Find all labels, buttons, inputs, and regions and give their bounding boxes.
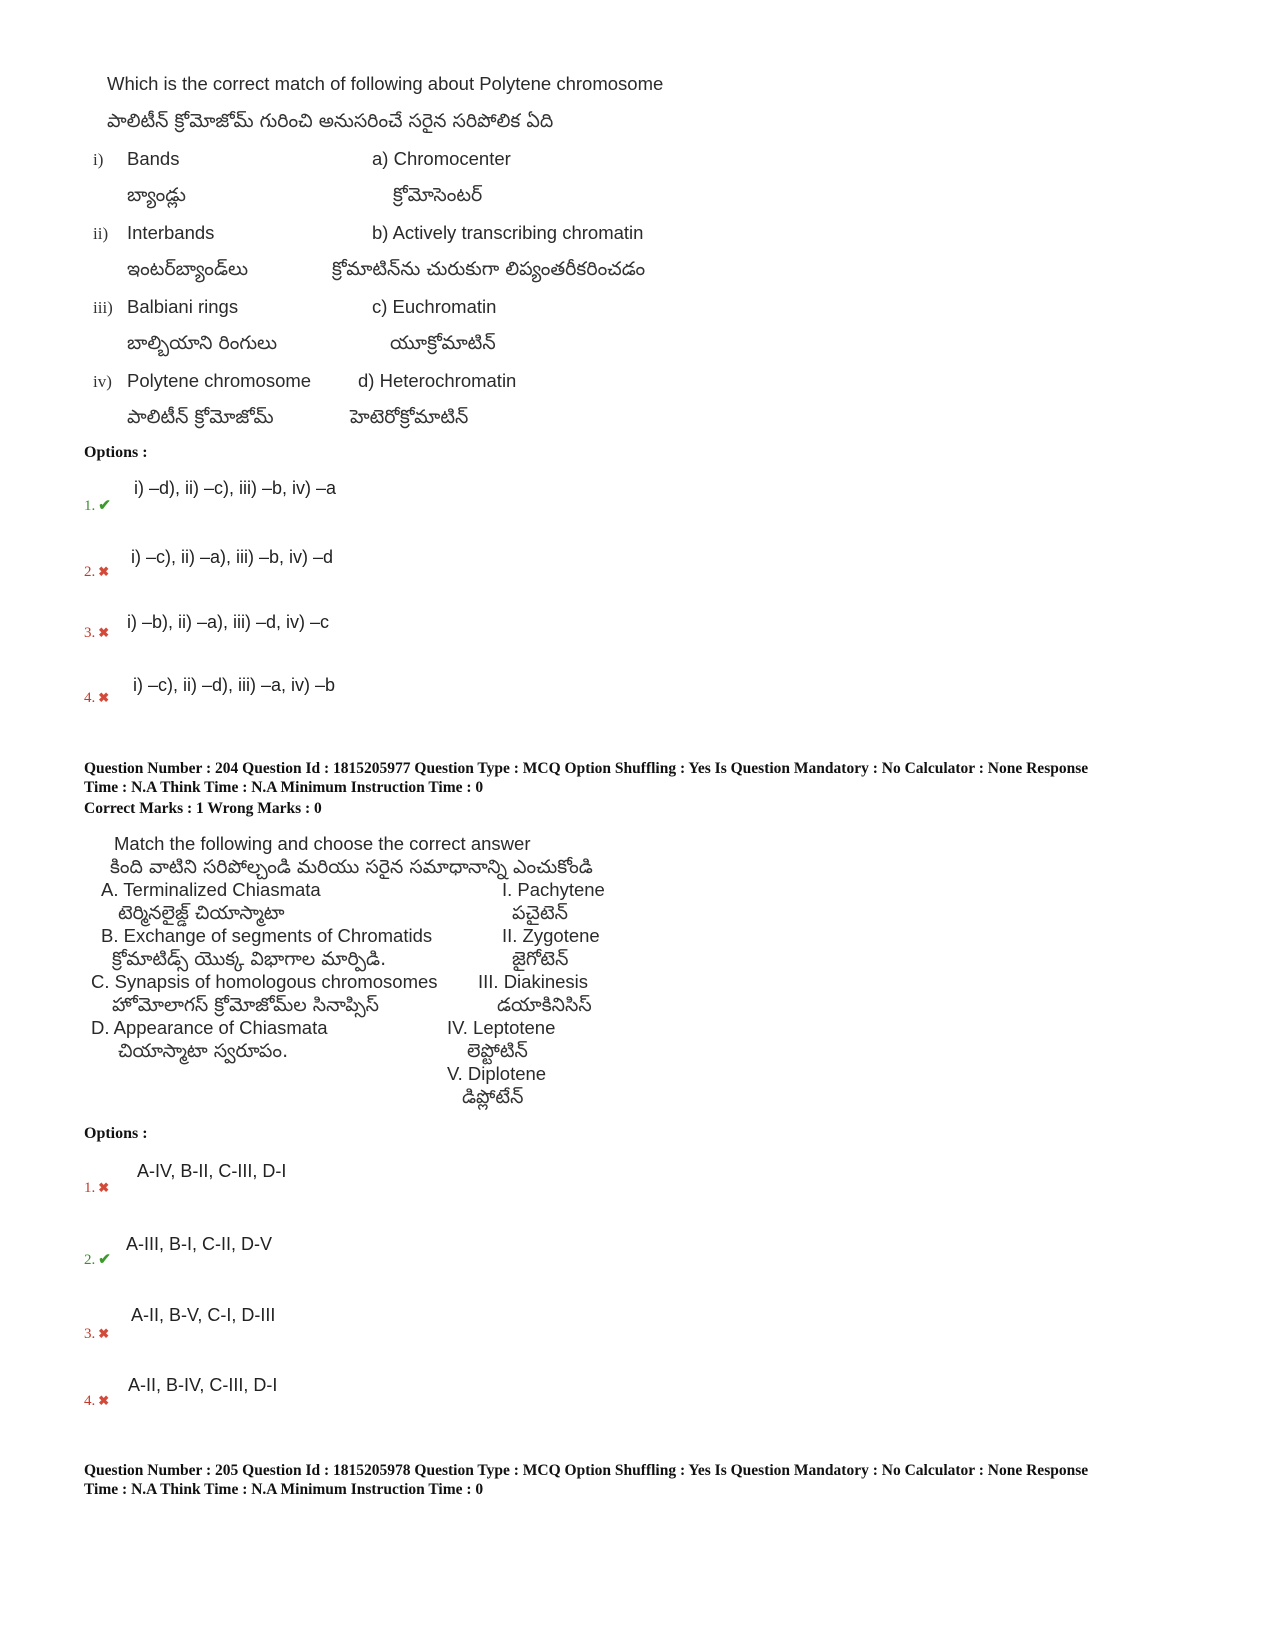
question-meta (84, 759, 1088, 797)
roman-numeral: iii) (93, 298, 113, 317)
match-right-en: I. Pachytene (502, 879, 605, 900)
question-text-te: కింది వాటిని సరిపోల్చండి మరియు సరైన సమాధానాన్ని ఎంచుకోండి (110, 856, 593, 878)
option-number (84, 1393, 109, 1410)
cross-icon: ✖ (98, 690, 110, 705)
match-left-te: చియాస్మాటా స్వరూపం. (118, 1040, 289, 1062)
match-right-en: V. Diplotene (447, 1063, 547, 1084)
match-right-en: III. Diakinesis (478, 971, 589, 992)
option-text[interactable]: A-III, B-I, C-II, D-V (126, 1234, 273, 1254)
match-left-te: క్రోమాటిడ్స్ యొక్క విభాగాల మార్పిడి. (112, 948, 387, 970)
option-text[interactable]: A-II, B-IV, C-III, D-I (128, 1375, 278, 1395)
match-right-en: b) Actively transcribing chromatin (372, 222, 644, 243)
option-number (84, 1326, 109, 1343)
match-right-te: డిప్లోటేన్ (462, 1086, 524, 1108)
match-left-te: బ్యాండ్లు (127, 184, 186, 206)
match-right-en: II. Zygotene (502, 925, 600, 946)
cross-icon: ✖ (98, 1393, 110, 1408)
match-right-te: లెప్టోటిన్ (467, 1040, 528, 1062)
option-number-label: 1. (84, 498, 96, 514)
cross-icon: ✖ (98, 1180, 110, 1195)
question-meta-line: Question Number : 204 Question Id : 1815205977 Question Type : MCQ Option Shuffling : Yes Is Question Mandatory : No Calculator : None Response (84, 760, 1089, 777)
question-meta (84, 1461, 1088, 1499)
match-right-te: క్రోమోసెంటర్ (393, 184, 483, 206)
match-right-en: d) Heterochromatin (358, 370, 517, 391)
match-left-te: పాలిటీన్ క్రోమోజోమ్ (127, 406, 274, 428)
cross-icon: ✖ (98, 564, 110, 579)
match-left-en: Bands (127, 148, 180, 169)
options-label: Options : (84, 1125, 148, 1142)
cross-icon: ✖ (98, 1326, 110, 1341)
check-icon: ✔ (98, 498, 111, 514)
option-number-label: 3. (84, 625, 96, 641)
match-left-en: Balbiani rings (127, 296, 239, 317)
match-left-te: టెర్మినలైజ్డ్ చియాస్మాటా (118, 902, 285, 924)
match-right-en: IV. Leptotene (447, 1017, 556, 1038)
match-right-te: డయాకినిసిస్ (497, 994, 592, 1016)
question-text-te: పాలిటీన్ క్రోమోజోమ్ గురించి అనుసరించే సరైన సరిపోలిక ఏది (107, 110, 554, 132)
option-number (84, 1180, 109, 1197)
match-right-te: పచైటెన్ (512, 902, 568, 924)
question-meta-line: Time : N.A Think Time : N.A Minimum Instruction Time : 0 (84, 779, 484, 796)
match-left-en: D. Appearance of Chiasmata (91, 1017, 328, 1038)
option-number-label: 3. (84, 1326, 96, 1342)
option-number-label: 1. (84, 1180, 96, 1196)
cross-icon: ✖ (98, 625, 110, 640)
option-number-label: 4. (84, 1393, 96, 1409)
options-label: Options : (84, 444, 148, 461)
option-number (84, 625, 109, 642)
question-meta-line: Time : N.A Think Time : N.A Minimum Instruction Time : 0 (84, 1481, 484, 1498)
option-text[interactable]: A-IV, B-II, C-III, D-I (137, 1161, 287, 1181)
roman-numeral: ii) (93, 224, 109, 243)
match-left-en: B. Exchange of segments of Chromatids (101, 925, 433, 946)
match-right-en: a) Chromocenter (372, 148, 511, 169)
option-number-label: 4. (84, 690, 96, 706)
match-right-te: జైగోటెన్ (512, 948, 569, 970)
option-number (84, 496, 111, 515)
match-left-te: ఇంటర్‌బ్యాండ్‌లు (127, 258, 249, 280)
match-right-te: హెటెరోక్రోమాటిన్ (350, 406, 469, 428)
match-right-te: క్రోమాటిన్‌ను చురుకుగా లిప్యంతరీకరించడం (332, 258, 646, 280)
question-meta-line: Question Number : 205 Question Id : 1815205978 Question Type : MCQ Option Shuffling : Yes Is Question Mandatory : No Calculator : None Response (84, 1462, 1089, 1479)
option-text[interactable]: i) –c), ii) –a), iii) –b, iv) –d (131, 547, 334, 567)
roman-numeral: i) (93, 150, 104, 169)
match-left-en: C. Synapsis of homologous chromosomes (91, 971, 438, 992)
match-left-en: A. Terminalized Chiasmata (101, 879, 321, 900)
option-number-label: 2. (84, 1252, 96, 1268)
option-number (84, 690, 109, 707)
match-left-te: బాల్బియాని రింగులు (127, 332, 278, 354)
question-marks: Correct Marks : 1 Wrong Marks : 0 (84, 800, 322, 817)
check-icon: ✔ (98, 1252, 111, 1268)
option-number (84, 1250, 111, 1269)
option-text[interactable]: i) –b), ii) –a), iii) –d, iv) –c (127, 612, 330, 632)
match-left-te: హోమోలాగస్ క్రోమోజోమ్‌ల సినాప్సిస్ (112, 994, 380, 1016)
option-text[interactable]: A-II, B-V, C-I, D-III (131, 1305, 276, 1325)
roman-numeral: iv) (93, 372, 112, 391)
match-left-en: Interbands (127, 222, 215, 243)
option-text[interactable]: i) –d), ii) –c), iii) –b, iv) –a (134, 478, 337, 498)
question-text-en: Which is the correct match of following about Polytene chromosome (107, 73, 664, 94)
question-text-en: Match the following and choose the correct answer (114, 833, 531, 854)
match-right-te: యూక్రోమాటిన్ (390, 332, 496, 354)
option-number-label: 2. (84, 564, 96, 580)
match-left-en: Polytene chromosome (127, 370, 312, 391)
option-number (84, 564, 109, 581)
option-text[interactable]: i) –c), ii) –d), iii) –a, iv) –b (133, 675, 336, 695)
match-right-en: c) Euchromatin (372, 296, 497, 317)
